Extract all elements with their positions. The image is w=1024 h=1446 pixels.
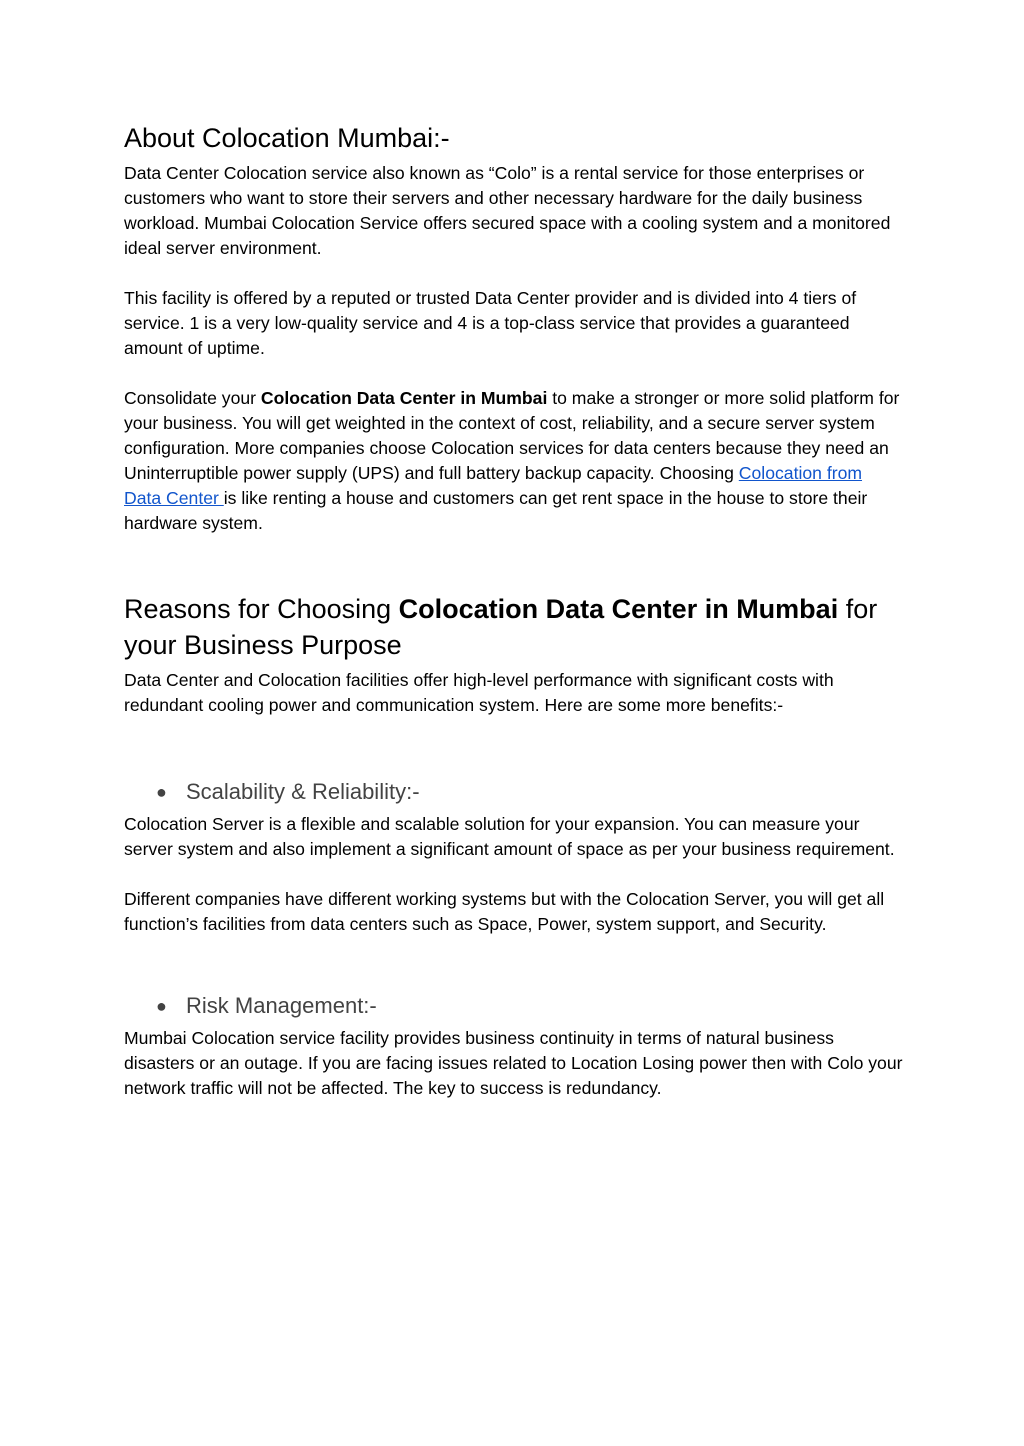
about-paragraph-2: This facility is offered by a reputed or trusted Data Center provider and is divided into 4 tiers of service. 1 is a very low-quality service and 4 is a top-class service that provides a guaranteed amount of uptime. (124, 288, 857, 358)
about-paragraph-3-text-b: to make a stronger or more solid platform for your business. You will get weighted in the context of cost, reliability, and a secure server system configuration. More companies choose Colocation services for data centers because they need an Uninterruptible power supply (UPS) and full battery backup capacity. Choosing (124, 388, 900, 483)
reasons-intro: Data Center and Colocation facilities offer high-level performance with significant costs with redundant cooling power and communication system. Here are some more benefits:- (124, 670, 834, 715)
reasons-heading-text-b: for your Business Purpose (124, 594, 878, 660)
scalability-heading (124, 778, 904, 806)
scalability-paragraph-2: Different companies have different working systems but with the Colocation Server, you will get all function’s facilities from data centers such as Space, Power, system support, and Security. (124, 889, 885, 934)
about-paragraph-3-bold: Colocation Data Center in Mumbai (260, 388, 548, 408)
scalability-section (124, 778, 904, 937)
risk-section (124, 992, 904, 1101)
risk-heading (124, 992, 904, 1020)
about-paragraph-3 (124, 386, 904, 536)
reasons-heading-bold: Colocation Data Center in Mumbai (398, 594, 839, 624)
scalability-paragraph-1: Colocation Server is a flexible and scalable solution for your expansion. You can measure your server system and also implement a significant amount of space as per your business requirement. (124, 814, 895, 859)
about-paragraph-1: Data Center Colocation service also known as “Colo” is a rental service for those enterprises or customers who want to store their servers and other necessary hardware for the daily business workload. Mumbai Colocation Service offers secured space with a cooling system and a monitored ideal server environment. (124, 163, 891, 258)
reasons-heading (124, 591, 904, 663)
bullet-icon: ● (156, 782, 167, 802)
colocation-from-data-center-link[interactable]: Colocation from Data Center (124, 463, 863, 508)
about-paragraph-3-text-a: Consolidate your (124, 388, 261, 408)
about-heading: About Colocation Mumbai:- (124, 123, 450, 153)
bullet-icon: ● (156, 996, 167, 1016)
about-paragraph-3-text-c: is like renting a house and customers can get rent space in the house to store their hardware system. (124, 488, 868, 533)
document-page (124, 120, 904, 1101)
risk-heading-text: Risk Management:- (186, 993, 377, 1018)
risk-paragraph-1: Mumbai Colocation service facility provides business continuity in terms of natural business disasters or an outage. If you are facing issues related to Location Losing power then with Colo your network traffic will not be affected. The key to success is redundancy. (124, 1028, 903, 1098)
reasons-heading-text-a: Reasons for Choosing (124, 594, 399, 624)
scalability-heading-text: Scalability & Reliability:- (186, 779, 420, 804)
